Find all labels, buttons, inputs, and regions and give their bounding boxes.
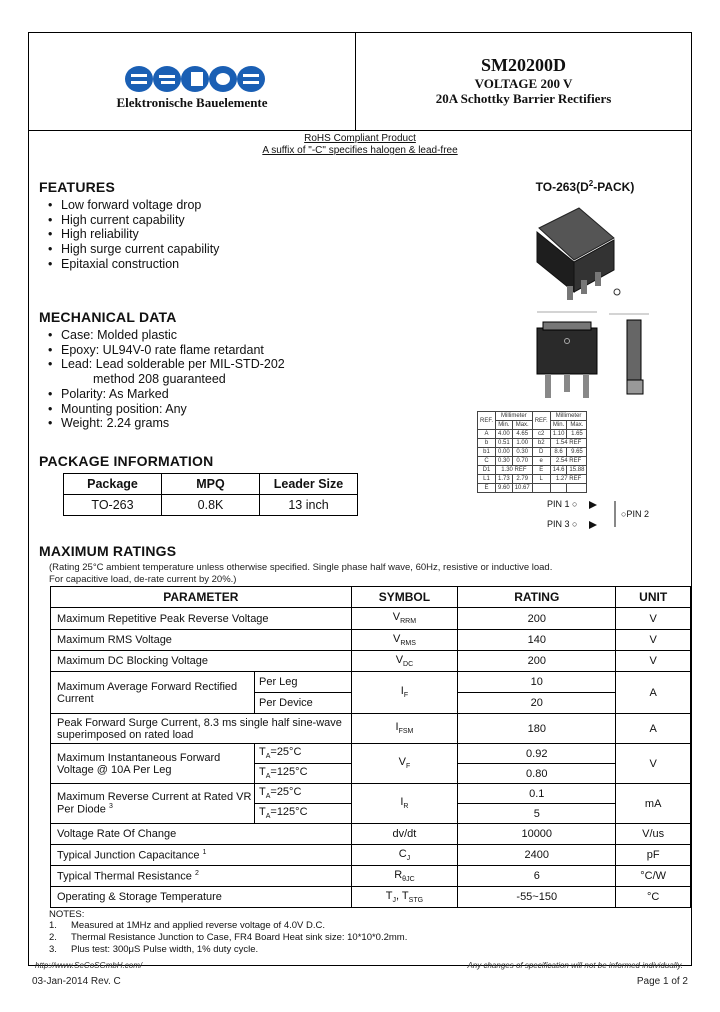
- package-info-heading: PACKAGE INFORMATION: [39, 453, 214, 469]
- table-header: UNIT: [616, 587, 691, 608]
- table-header-row: [478, 412, 587, 421]
- secos-logo: [121, 59, 271, 99]
- table-header: MPQ: [162, 474, 260, 495]
- table-row: Peak Forward Surge Current, 8.3 ms single half sine-wave superimposed on rated load $I_{FSM}$ 180 A: [51, 714, 691, 744]
- table-row: Per Device 20: [51, 693, 691, 714]
- table-header: Min.: [550, 421, 567, 430]
- table-header-row: [51, 587, 691, 608]
- rohs-line-2: A suffix of "-C" specifies halogen & lead-free: [262, 145, 458, 156]
- table-cell: TO-263: [64, 495, 162, 516]
- table-header: Max.: [512, 421, 532, 430]
- website-url[interactable]: http://www.SeCoSGmbH.com/: [35, 961, 143, 970]
- features-list: [39, 198, 219, 272]
- notes-heading: NOTES:: [49, 909, 85, 920]
- voltage-rating: VOLTAGE 200 V: [474, 76, 573, 91]
- table-header: REF.: [532, 412, 550, 430]
- table-row: Maximum Average Forward Rectified Current Per Leg $I_F$ 10 A: [51, 672, 691, 693]
- header: [29, 33, 691, 131]
- page-number: Page 1 of 2: [636, 976, 688, 987]
- table-row: Voltage Rate Of Change dv/dt 10000 V/us: [51, 824, 691, 845]
- list-item: • Lead: Lead solderable per MIL-STD-202: [48, 357, 285, 372]
- part-number: SM20200D: [481, 55, 566, 75]
- table-row: Typical Junction Capacitance $^1$ $C_J$ 2400 pF: [51, 845, 691, 866]
- to263-package-drawing: [509, 198, 649, 408]
- ratings-note-line-2: For capacitive load, de-rate current by 20%.): [49, 573, 237, 585]
- table-row: [64, 495, 358, 516]
- ratings-note-line-1: (Rating 25°C ambient temperature unless otherwise specified. Single phase half wave, 60Hz, resistive or inductive load.: [49, 562, 553, 573]
- table-cell: 0.8K: [162, 495, 260, 516]
- list-item: 2. Thermal Resistance Junction to Case, FR4 Board Heat sink size: 10*10*0.2mm.: [49, 932, 408, 943]
- table-row: E 9.60 10.67: [478, 484, 587, 493]
- table-header: PARAMETER: [51, 587, 352, 608]
- ratings-heading: MAXIMUM RATINGS: [39, 543, 177, 559]
- table-cell: 13 inch: [260, 495, 358, 516]
- table-row: Maximum RMS Voltage $V_{RMS}$ 140 V: [51, 630, 691, 651]
- table-header: Min.: [496, 421, 513, 430]
- table-row: Maximum Repetitive Peak Reverse Voltage $V_{RRM}$ 200 V: [51, 608, 691, 630]
- table-header: Millimeter: [550, 412, 587, 421]
- table-row: b 0.51 1.00 b2 1.54 REF: [478, 439, 587, 448]
- datasheet-frame: [28, 32, 692, 970]
- table-header: RATING: [458, 587, 616, 608]
- list-item: • High reliability: [48, 227, 139, 242]
- change-notice: Any changes of specification will not be informed individually.: [467, 961, 683, 970]
- date-revision: 03-Jan-2014 Rev. C: [32, 976, 121, 987]
- table-header: SYMBOL: [351, 587, 458, 608]
- pin1-label: PIN 1 ○: [547, 499, 578, 509]
- table-row: Maximum Reverse Current at Rated VR Per Diode $^3$ $T_A=25^\circ C$ $I_R$ 0.1 mA: [51, 784, 691, 804]
- list-item: • Weight: 2.24 grams: [48, 416, 170, 431]
- features-heading: FEATURES: [39, 179, 116, 195]
- table-row: Typical Thermal Resistance $^2$ $R_{\theta JC}$ 6 °C/W: [51, 866, 691, 887]
- table-header: Millimeter: [496, 412, 533, 421]
- table-header: Package: [64, 474, 162, 495]
- list-item: • Epitaxial construction: [48, 256, 180, 271]
- table-row: D1 1.30 REF E 14.6 15.88: [478, 466, 587, 475]
- table-row: A 4.00 4.65 c2 1.10 1.65: [478, 430, 587, 439]
- table-row: Maximum Instantaneous Forward Voltage @ 10A Per Leg $T_A=25^\circ C$ $V_F$ 0.92 V: [51, 744, 691, 764]
- device-description: 20A Schottky Barrier Rectifiers: [435, 91, 612, 106]
- list-item: 3. Plus test: 300μS Pulse width, 1% duty cycle.: [49, 944, 259, 955]
- title-block: [356, 33, 691, 130]
- ratings-note: [49, 562, 552, 585]
- list-item: • Mounting position: Any: [48, 401, 187, 416]
- list-item: • Case: Molded plastic: [48, 328, 178, 342]
- table-header-row: [64, 474, 358, 495]
- table-row: L1 1.73 2.79 L 1.27 REF: [478, 475, 587, 484]
- list-item: • High surge current capability: [48, 242, 220, 257]
- mechanical-heading: MECHANICAL DATA: [39, 309, 177, 325]
- rohs-line-1: RoHS Compliant Product: [304, 133, 416, 144]
- ratings-table: [50, 586, 691, 908]
- list-item: • High current capability: [48, 212, 185, 227]
- logo-block: [29, 33, 355, 130]
- table-row: b1 0.00 0.30 D 8.6 9.65: [478, 448, 587, 457]
- list-item: 1. Measured at 1MHz and applied reverse voltage of 4.0V D.C.: [49, 920, 325, 931]
- list-item: • Polarity: As Marked: [48, 386, 169, 401]
- table-row: Maximum DC Blocking Voltage $V_{DC}$ 200 V: [51, 651, 691, 672]
- table-header: Leader Size: [260, 474, 358, 495]
- list-item: • Epoxy: UL94V-0 rate flame retardant: [48, 342, 264, 357]
- list-item: • Low forward voltage drop: [48, 198, 202, 212]
- pin2-label: ○PIN 2: [621, 509, 649, 519]
- dimensions-table: [477, 411, 587, 493]
- pin3-label: PIN 3 ○: [547, 519, 578, 529]
- logo-subtitle: Elektronische Bauelemente: [116, 95, 268, 110]
- rohs-notice: [29, 133, 691, 157]
- table-header: REF.: [478, 412, 496, 430]
- package-info-table: [63, 473, 358, 516]
- table-row: $T_A=125^\circ C$ 5: [51, 804, 691, 824]
- mechanical-list: [39, 328, 285, 431]
- table-row: C 0.30 0.70 e 2.54 REF: [478, 457, 587, 466]
- notes-list: [49, 920, 407, 956]
- package-drawing-title: $TO-263(D^2-PACK)$: [535, 179, 635, 194]
- table-row: Operating & Storage Temperature $T_J$, $T_{STG}$ -55~150 °C: [51, 887, 691, 908]
- list-item: method 208 guaranteed: [93, 372, 226, 387]
- table-header: Max.: [567, 421, 587, 430]
- table-row: $T_A=125^\circ C$ 0.80: [51, 764, 691, 784]
